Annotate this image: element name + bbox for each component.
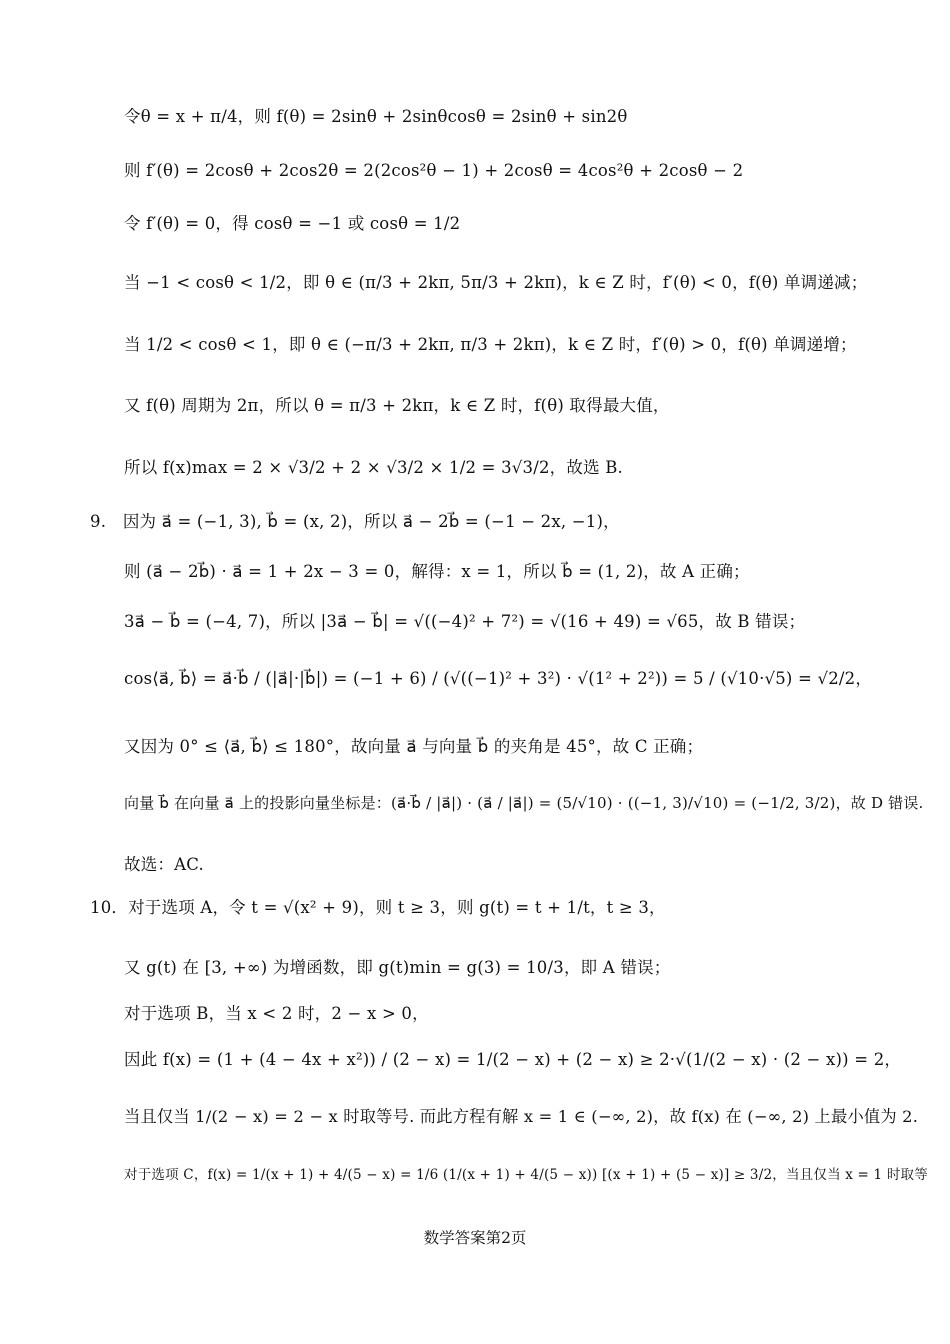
text-line: 又因为 0° ≤ ⟨a⃗, b⃗⟩ ≤ 180°，故向量 a⃗ 与向量 b⃗ 的夹角是 45°，故 C 正确； — [124, 737, 704, 756]
text-line: 又 f(θ) 周期为 2π，所以 θ = π/3 + 2kπ，k ∈ Z 时，f(θ) 取得最大值， — [124, 396, 670, 415]
text-line: 对于选项 C，f(x) = 1/(x + 1) + 4/(5 − x) = 1/6 (1/(x + 1) + 4/(5 − x)) [(x + 1) + (5 − x)] ≥ 3/2，当且仅当 x = 1 时取等 — [124, 1167, 928, 1183]
text-line: 向量 b⃗ 在向量 a⃗ 上的投影向量坐标是：(a⃗·b⃗ / |a⃗|) · (a⃗ / |a⃗|) = (5/√10) · ((−1, 3)/√10) = (−1/2, 3/2)，故 D 错误. — [124, 794, 924, 812]
text-line: 3a⃗ − b⃗ = (−4, 7)，所以 |3a⃗ − b⃗| = √((−4)² + 7²) = √(16 + 49) = √65，故 B 错误； — [124, 612, 806, 631]
text-line: 所以 f(x)max = 2 × √3/2 + 2 × √3/2 × 1/2 = 3√3/2，故选 B. — [124, 458, 623, 477]
text-line: 故选：AC. — [124, 855, 204, 874]
text-line: 则 f′(θ) = 2cosθ + 2cos2θ = 2(2cos²θ − 1) + 2cosθ = 4cos²θ + 2cosθ − 2 — [124, 161, 744, 180]
text-line: 令 f′(θ) = 0，得 cosθ = −1 或 cosθ = 1/2 — [124, 214, 461, 233]
text-line: 9. 因为 a⃗ = (−1, 3), b⃗ = (x, 2)，所以 a⃗ − 2b⃗ = (−1 − 2x, −1)， — [90, 512, 620, 531]
text-line: 当 −1 < cosθ < 1/2，即 θ ∈ (π/3 + 2kπ, 5π/3 + 2kπ)，k ∈ Z 时，f′(θ) < 0，f(θ) 单调递减； — [124, 273, 868, 292]
text-line: 当且仅当 1/(2 − x) = 2 − x 时取等号. 而此方程有解 x = 1 ∈ (−∞, 2)，故 f(x) 在 (−∞, 2) 上最小值为 2. — [124, 1107, 919, 1126]
text-line: 令θ = x + π/4，则 f(θ) = 2sinθ + 2sinθcosθ = 2sinθ + sin2θ — [124, 107, 628, 126]
text-line: 则 (a⃗ − 2b⃗) · a⃗ = 1 + 2x − 3 = 0，解得：x = 1，所以 b⃗ = (1, 2)，故 A 正确； — [124, 562, 750, 581]
text-line: 当 1/2 < cosθ < 1，即 θ ∈ (−π/3 + 2kπ, π/3 + 2kπ)，k ∈ Z 时，f′(θ) > 0，f(θ) 单调递增； — [124, 335, 857, 354]
text-line: 对于选项 B，当 x < 2 时，2 − x > 0， — [124, 1004, 429, 1023]
text-line: 因此 f(x) = (1 + (4 − 4x + x²)) / (2 − x) = 1/(2 − x) + (2 − x) ≥ 2·√(1/(2 − x) · (2 − x)) = 2， — [124, 1050, 902, 1069]
text-line: 10．对于选项 A，令 t = √(x² + 9)，则 t ≥ 3，则 g(t) = t + 1/t，t ≥ 3， — [90, 898, 666, 917]
text-line: cos⟨a⃗, b⃗⟩ = a⃗·b⃗ / (|a⃗|·|b⃗|) = (−1 + 6) / (√((−1)² + 3²) · √(1² + 2²)) = 5 / (√10·√5) = √2/2， — [124, 669, 873, 688]
text-line: 又 g(t) 在 [3, +∞) 为增函数，即 g(t)min = g(3) = 10/3，即 A 错误； — [124, 958, 671, 977]
page-footer: 数学答案第2页 — [423, 1229, 527, 1247]
